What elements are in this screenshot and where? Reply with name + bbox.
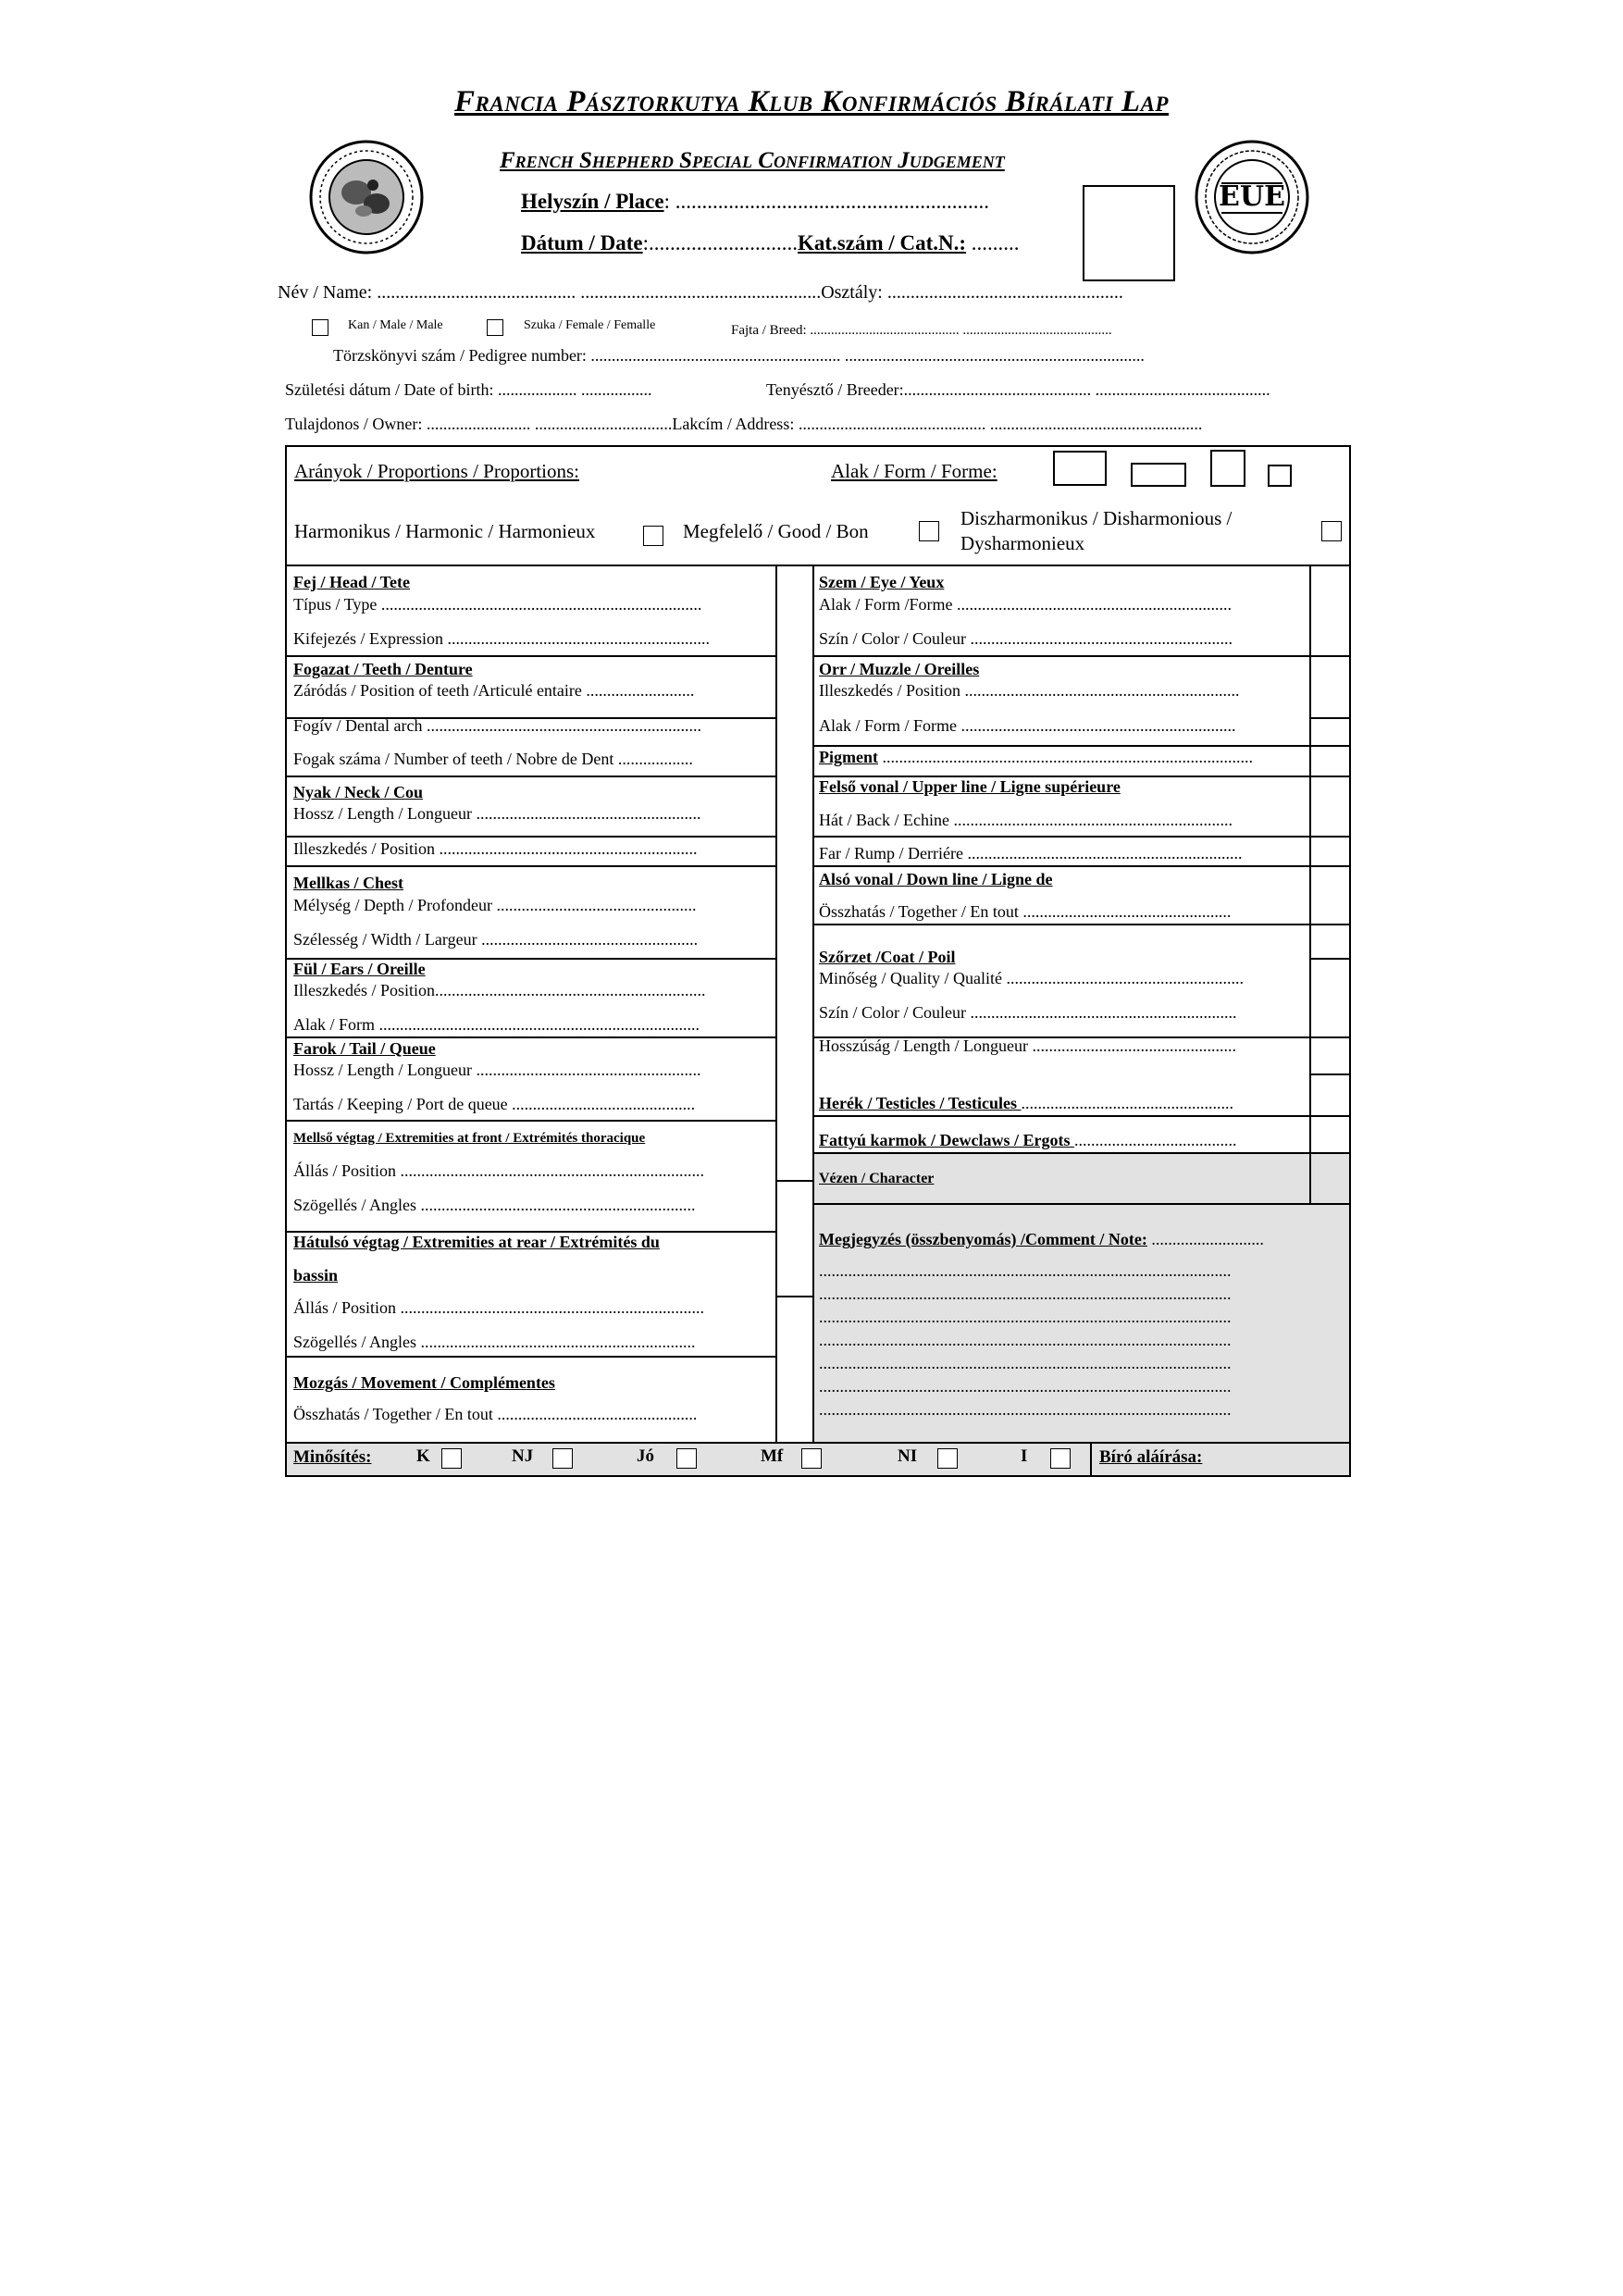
eye-color-field[interactable]: Szín / Color / Couleur ............................................................... (819, 629, 1233, 648)
pigment-title: Pigment (819, 748, 878, 766)
male-label: Kan / Male / Male (348, 318, 443, 332)
teeth-title: Fogazat / Teeth / Denture (293, 660, 473, 678)
teeth-number-field[interactable]: Fogak száma / Number of teeth / Nobre de Dent .................. (293, 750, 693, 768)
breeder-field[interactable]: Tenyésztő / Breeder:............................................. .......................................... (766, 380, 1270, 399)
proportions-divider (285, 565, 1351, 566)
left-sep-8 (285, 1120, 777, 1122)
right-sep-5 (812, 836, 1351, 838)
male-checkbox[interactable] (312, 319, 328, 336)
judge-signature-field[interactable]: Bíró aláírása: (1099, 1447, 1203, 1467)
rating-ni-checkbox[interactable] (937, 1448, 958, 1469)
note-line-4[interactable]: ................................................................................................... (819, 1331, 1232, 1349)
svg-text:EUE: EUE (1219, 180, 1285, 213)
rating-jo-checkbox[interactable] (676, 1448, 697, 1469)
tail-keeping-field[interactable]: Tartás / Keeping / Port de queue ............................................ (293, 1095, 696, 1113)
muzzle-form-field[interactable]: Alak / Form / Forme .................................................................. (819, 716, 1236, 735)
rear-extremities-title-1: Hátulsó végtag / Extremities at rear / Extrémités du (293, 1233, 660, 1251)
upper-rump-field[interactable]: Far / Rump / Derriére .................................................................. (819, 844, 1243, 863)
note-title: Megjegyzés (összbenyomás) /Comment / Note: (819, 1230, 1147, 1248)
right-sep-8 (1309, 958, 1351, 960)
lower-line-title: Alsó vonal / Down line / Ligne de (819, 870, 1053, 888)
rating-k-label: K (416, 1446, 430, 1466)
coat-quality-field[interactable]: Minőség / Quality / Qualité ......................................................... (819, 969, 1244, 987)
judge-divider (1090, 1444, 1092, 1475)
left-sep-9 (775, 1180, 814, 1182)
coat-length-field[interactable]: Hosszúság / Length / Longueur ................................................. (819, 1036, 1236, 1055)
right-sep-3 (812, 745, 1351, 747)
character-score-shade (1310, 1152, 1349, 1203)
head-type-field[interactable]: Típus / Type ............................................................................. (293, 595, 702, 614)
right-sep-10 (1309, 1074, 1351, 1075)
note-dots: ........................... (1146, 1230, 1264, 1248)
rating-mf-checkbox[interactable] (801, 1448, 822, 1469)
good-checkbox[interactable] (919, 521, 939, 541)
head-expression-field[interactable]: Kifejezés / Expression ............................................................... (293, 629, 710, 648)
left-sep-3 (285, 776, 777, 777)
rear-angles-field[interactable]: Szögellés / Angles .................................................................. (293, 1333, 696, 1351)
dob-field[interactable]: Születési dátum / Date of birth: ................... ................. (285, 380, 652, 399)
page-subtitle: French Shepherd Special Confirmation Judgement (500, 148, 1005, 173)
front-angles-field[interactable]: Szögellés / Angles .................................................................. (293, 1196, 696, 1214)
movement-together-field[interactable]: Összhatás / Together / En tout ................................................ (293, 1405, 698, 1423)
note-line-2[interactable]: ................................................................................................... (819, 1285, 1232, 1303)
rating-nj-checkbox[interactable] (552, 1448, 573, 1469)
testicles-dots: ................................................... (1021, 1094, 1233, 1112)
pigment-dots: ......................................................................................... (877, 748, 1253, 766)
testicles-title: Herék / Testicles / Testicules (819, 1094, 1022, 1112)
name-field[interactable]: Név / Name: ........................................... ....................................................Osztály: ................................................... (278, 282, 1123, 303)
form-label: Alak / Form / Forme: (831, 460, 997, 482)
note-line-1[interactable]: ................................................................................................... (819, 1261, 1232, 1280)
note-line-7[interactable]: ................................................................................................... (819, 1400, 1232, 1419)
rating-mf-label: Mf (761, 1446, 784, 1466)
rating-ni-label: NI (898, 1446, 918, 1466)
right-sep-12 (812, 1152, 1351, 1154)
date-label: Dátum / Date (521, 231, 643, 254)
note-line-3[interactable]: ................................................................................................... (819, 1308, 1232, 1326)
right-sep-7 (812, 924, 1351, 925)
eye-form-field[interactable]: Alak / Form /Forme .................................................................. (819, 595, 1232, 614)
muzzle-position-field[interactable]: Illeszkedés / Position .................................................................. (819, 681, 1240, 700)
ears-title: Fül / Ears / Oreille (293, 960, 426, 978)
chest-title: Mellkas / Chest (293, 874, 403, 892)
place-label: Helyszín / Place (521, 190, 664, 213)
left-sep-7 (285, 1036, 777, 1038)
rating-label: Minősítés: (293, 1447, 372, 1467)
tail-length-field[interactable]: Hossz / Length / Longueur ...................................................... (293, 1061, 701, 1079)
right-sep-1 (812, 655, 1351, 657)
note-row[interactable] (819, 1230, 1264, 1249)
left-sep-12 (285, 1356, 777, 1358)
neck-title: Nyak / Neck / Cou (293, 783, 424, 801)
right-sep-2 (1309, 717, 1351, 719)
rating-i-label: I (1021, 1446, 1028, 1466)
chest-depth-field[interactable]: Mélység / Depth / Profondeur ................................................ (293, 896, 697, 914)
place-row[interactable] (521, 190, 989, 214)
disharmonic-checkbox[interactable] (1321, 521, 1342, 541)
coat-color-field[interactable]: Szín / Color / Couleur ................................................................ (819, 1003, 1237, 1022)
pedigree-field[interactable]: Törzskönyvi szám / Pedigree number: ............................................................ ........................................................................ (333, 346, 1145, 365)
neck-position-field[interactable]: Illeszkedés / Position .............................................................. (293, 839, 698, 858)
photo-box[interactable] (1083, 185, 1175, 281)
left-sep-11 (775, 1296, 814, 1297)
front-extremities-title: Mellső végtag / Extremities at front / Extrémités thoracique (293, 1131, 646, 1146)
rear-extremities-title-2: bassin (293, 1266, 339, 1285)
form-option-rectangle[interactable] (1131, 463, 1186, 487)
lower-together-field[interactable]: Összhatás / Together / En tout .................................................. (819, 902, 1232, 921)
owner-address-field[interactable]: Tulajdonos / Owner: ......................... .................................Lakcím / Address: ............................................. ................................................... (285, 415, 1203, 433)
eye-title: Szem / Eye / Yeux (819, 573, 945, 591)
rear-position-field[interactable]: Állás / Position ......................................................................... (293, 1298, 705, 1317)
upper-back-field[interactable]: Hát / Back / Echine ................................................................... (819, 811, 1233, 829)
dewclaws-row[interactable] (819, 1131, 1236, 1150)
left-sep-1 (285, 655, 777, 657)
cat-dots: ......... (966, 231, 1020, 254)
right-sep-6 (812, 865, 1351, 867)
tail-title: Farok / Tail / Queue (293, 1039, 436, 1058)
head-title: Fej / Head / Tete (293, 573, 410, 591)
good-label: Megfelelő / Good / Bon (683, 520, 869, 542)
note-line-6[interactable]: ................................................................................................... (819, 1377, 1232, 1396)
rating-jo-label: Jó (637, 1446, 654, 1466)
right-sep-13 (812, 1203, 1351, 1205)
right-sep-11 (812, 1115, 1351, 1117)
disharmonic-label-1: Diszharmonikus / Disharmonious / (960, 507, 1233, 529)
date-row[interactable] (521, 231, 1020, 255)
female-checkbox[interactable] (487, 319, 503, 336)
upper-line-title: Felső vonal / Upper line / Ligne supérieure (819, 777, 1121, 796)
left-club-seal-icon (308, 139, 425, 255)
middle-divider (812, 565, 814, 1442)
form-option-small[interactable] (1268, 465, 1292, 487)
rating-k-checkbox[interactable] (441, 1448, 462, 1469)
form-option-square[interactable] (1053, 451, 1107, 486)
dewclaws-title: Fattyú karmok / Dewclaws / Ergots (819, 1131, 1074, 1149)
left-sep-4 (285, 836, 777, 838)
proportions-label: Arányok / Proportions / Proportions: (294, 460, 579, 482)
testicles-row[interactable] (819, 1094, 1233, 1113)
rating-nj-label: NJ (512, 1446, 534, 1466)
right-score-col-line (1309, 565, 1311, 1203)
harmonic-label: Harmonikus / Harmonic / Harmonieux (294, 520, 596, 542)
place-dots: : ........................................................... (663, 190, 989, 213)
movement-title: Mozgás / Movement / Complémentes (293, 1373, 555, 1392)
harmonic-checkbox[interactable] (643, 526, 663, 546)
ears-form-field[interactable]: Alak / Form ............................................................................. (293, 1015, 700, 1034)
character-title: Vézen / Character (819, 1171, 935, 1186)
neck-length-field[interactable]: Hossz / Length / Longueur ...................................................... (293, 804, 701, 823)
date-dots: :............................ (642, 231, 798, 254)
teeth-position-field[interactable]: Záródás / Position of teeth /Articulé entaire .......................... (293, 681, 695, 700)
dewclaws-dots: ....................................... (1073, 1131, 1237, 1149)
cat-label: Kat.szám / Cat.N.: (797, 231, 967, 254)
female-label: Szuka / Female / Femalle (524, 318, 656, 332)
note-line-5[interactable]: ................................................................................................... (819, 1354, 1232, 1372)
chest-width-field[interactable]: Szélesség / Width / Largeur .................................................... (293, 930, 699, 949)
disharmonic-label-2: Dysharmonieux (960, 532, 1085, 554)
coat-title: Szőrzet /Coat / Poil (819, 948, 956, 966)
pigment-row[interactable] (819, 748, 1253, 767)
ears-position-field[interactable]: Illeszkedés / Position................................................................. (293, 981, 706, 999)
rating-i-checkbox[interactable] (1050, 1448, 1071, 1469)
form-option-tall[interactable] (1210, 450, 1245, 487)
left-score-col-line (775, 565, 777, 1442)
muzzle-title: Orr / Muzzle / Oreilles (819, 660, 980, 678)
page-title: Francia Pásztorkutya Klub Konfirmációs Bírálati Lap (454, 85, 1169, 118)
left-sep-5 (285, 865, 777, 867)
front-position-field[interactable]: Állás / Position ......................................................................... (293, 1161, 705, 1180)
right-association-seal-icon (1194, 139, 1310, 255)
dental-arch-field[interactable]: Fogív / Dental arch .................................................................. (293, 716, 701, 735)
breed-field[interactable]: Fajta / Breed: ........................................... ........................................... (731, 323, 1112, 338)
